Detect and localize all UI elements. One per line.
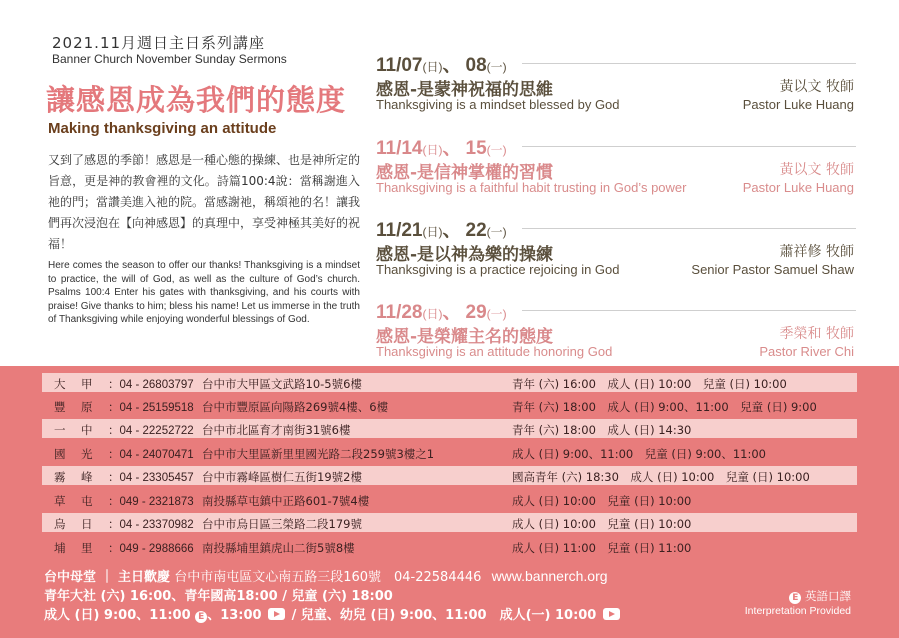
sermon-speaker: 黃以文 牧師: [779, 79, 854, 95]
location-phone: ：04 - 25159518: [108, 402, 194, 414]
location-row: [42, 443, 857, 462]
location-address: 台中市豐原區向陽路269號4樓、6樓: [202, 400, 389, 414]
adult-schedule-c: / 兒童、幼兒 (日) 9:00、11:00 成人(一) 10:00: [291, 608, 597, 623]
location-row: [42, 373, 857, 392]
sermon-title-en: Thanksgiving is a mindset blessed by God: [376, 97, 620, 112]
location-address: 南投縣草屯鎮中正路601-7號4樓: [202, 494, 370, 508]
divider: [522, 146, 856, 147]
adult-schedule: [44, 604, 622, 623]
sermon-date: 11/21(日)、 22(一): [376, 220, 507, 241]
website-link[interactable]: www.bannerch.org: [491, 568, 608, 584]
location-name: 草 屯: [54, 494, 95, 508]
sermon-title-en: Thanksgiving is a faithful habit trusting in God’s power: [376, 180, 687, 195]
location-name: 烏 日: [54, 517, 95, 531]
adult-schedule-b: 、13:00: [207, 608, 262, 623]
location-name: 大 甲: [54, 377, 95, 391]
location-name: 豐 原: [54, 400, 95, 414]
main-title: 讓感恩成為我們的態度: [46, 83, 347, 117]
sermon-speaker: 黃以文 牧師: [779, 162, 854, 178]
sermon-speaker-en: Pastor Luke Huang: [742, 97, 854, 112]
location-address: 台中市北區育才南街31號6樓: [202, 423, 351, 437]
sermon-speaker-en: Senior Pastor Samuel Shaw: [691, 262, 854, 277]
youth-schedule: 青年大社 (六) 16:00、青年國高18:00 / 兒童 (六) 18:00: [44, 589, 393, 604]
location-row: [42, 537, 857, 556]
location-address: 台中市烏日區三榮路二段179號: [202, 517, 362, 531]
location-name: 埔 里: [54, 541, 95, 555]
sermon-date: 11/14(日)、 15(一): [376, 138, 507, 159]
divider: [522, 63, 856, 64]
location-phone: ：049 - 2321873: [108, 496, 194, 508]
divider: [522, 310, 856, 311]
location-row: [42, 513, 857, 532]
location-name: 國 光: [54, 447, 95, 461]
series-title: 2021.11月週日主日系列講座: [52, 34, 266, 52]
location-address: 南投縣埔里鎮虎山二街5號8樓: [202, 541, 355, 555]
sermon-item-2: [376, 133, 856, 207]
sermon-title: 感恩-是信神掌權的習慣: [376, 163, 554, 183]
intro-text-en: Here comes the season to offer our thanks! Thanksgiving is a mindset to practice, the will of God, as well as the culture of God’s church. Psalms 100:4 Enter his gates with thanksgiving, and his courts with praise! Give thanks to him; bless his name! Let us immerse in the truth of Thanksgiving while enjoying wonderful blessings of God.: [48, 260, 360, 326]
location-name: 一 中: [54, 423, 95, 437]
sermon-date: 11/07(日)、 08(一): [376, 55, 507, 76]
divider: [522, 228, 856, 229]
sermon-title: 感恩-是蒙神祝福的思維: [376, 80, 554, 100]
sermon-speaker: 蕭祥修 牧師: [779, 244, 854, 260]
adult-schedule-a: 成人 (日) 9:00、11:00: [44, 608, 191, 623]
location-phone: ：049 - 2988666: [108, 543, 194, 555]
sermon-title-en: Thanksgiving is a practice rejoicing in God: [376, 262, 620, 277]
location-times: 青年 (六) 16:00 成人 (日) 10:00 兒童 (日) 10:00: [512, 377, 787, 391]
location-phone: ：04 - 26803797: [108, 379, 194, 391]
location-times: 青年 (六) 18:00 成人 (日) 14:30: [512, 423, 692, 437]
location-times: 青年 (六) 18:00 成人 (日) 9:00、11:00 兒童 (日) 9:00: [512, 400, 817, 414]
sermon-date: 11/28(日)、 29(一): [376, 302, 507, 323]
sermon-speaker-en: Pastor Luke Huang: [742, 180, 854, 195]
location-times: 成人 (日) 11:00 兒童 (日) 11:00: [512, 541, 692, 555]
location-address: 台中市霧峰區樹仁五街19號2樓: [202, 470, 362, 484]
sermon-item-4: [376, 297, 856, 371]
location-times: 成人 (日) 10:00 兒童 (日) 10:00: [512, 517, 692, 531]
location-address: 台中市大里區新里里國光路二段259號3樓之1: [202, 447, 435, 461]
sermon-title: 感恩-是以神為樂的操練: [376, 245, 554, 265]
play-icon[interactable]: [268, 608, 285, 620]
sermon-title: 感恩-是榮耀主名的態度: [376, 327, 554, 347]
main-title-en: Making thanksgiving an attitude: [48, 120, 277, 137]
location-row: [42, 490, 857, 509]
location-phone: ：04 - 22252722: [108, 425, 194, 437]
location-phone: ：04 - 23305457: [108, 472, 194, 484]
location-name: 霧 峰: [54, 470, 95, 484]
interpretation-label-en: Interpretation Provided: [744, 605, 851, 617]
location-row: [42, 419, 857, 438]
location-times: 成人 (日) 9:00、11:00 兒童 (日) 9:00、11:00: [512, 447, 766, 461]
play-icon[interactable]: [603, 608, 620, 620]
intro-text-zh: 又到了感恩的季節！感恩是一種心態的操練、也是神所定的旨意，更是神的教會裡的文化。詩篇100:4說：當稱謝進入祂的門；當讚美進入祂的院。當感謝祂，稱頌祂的名！讓我們再次浸泡在【向神感恩】的真理中，享受神極其美好的祝福！: [48, 153, 361, 251]
location-row: [42, 466, 857, 485]
sermon-title-en: Thanksgiving is an attitude honoring God: [376, 344, 613, 359]
hq-address: 台中市南屯區文心南五路三段160號 04-22584446: [174, 570, 482, 585]
sermon-item-3: [376, 215, 856, 289]
location-phone: ：04 - 24070471: [108, 449, 194, 461]
e-badge-icon: E: [195, 611, 207, 623]
hq-label: 台中母堂 ｜ 主日歡慶: [44, 570, 171, 585]
series-subtitle: Banner Church November Sunday Sermons: [52, 52, 287, 66]
sermon-speaker: 季榮和 牧師: [779, 326, 854, 342]
location-phone: ：04 - 23370982: [108, 519, 194, 531]
sermon-item-1: [376, 50, 856, 124]
sermon-speaker-en: Pastor River Chi: [759, 344, 854, 359]
hq-info: [44, 566, 608, 585]
location-row: [42, 396, 857, 415]
location-address: 台中市大甲區文武路10-5號6樓: [202, 377, 362, 391]
location-times: 成人 (日) 10:00 兒童 (日) 10:00: [512, 494, 692, 508]
interpretation-label: E 英語口譯: [789, 588, 851, 604]
location-times: 國高青年 (六) 18:30 成人 (日) 10:00 兒童 (日) 10:00: [512, 470, 810, 484]
e-badge-icon: E: [789, 592, 801, 604]
